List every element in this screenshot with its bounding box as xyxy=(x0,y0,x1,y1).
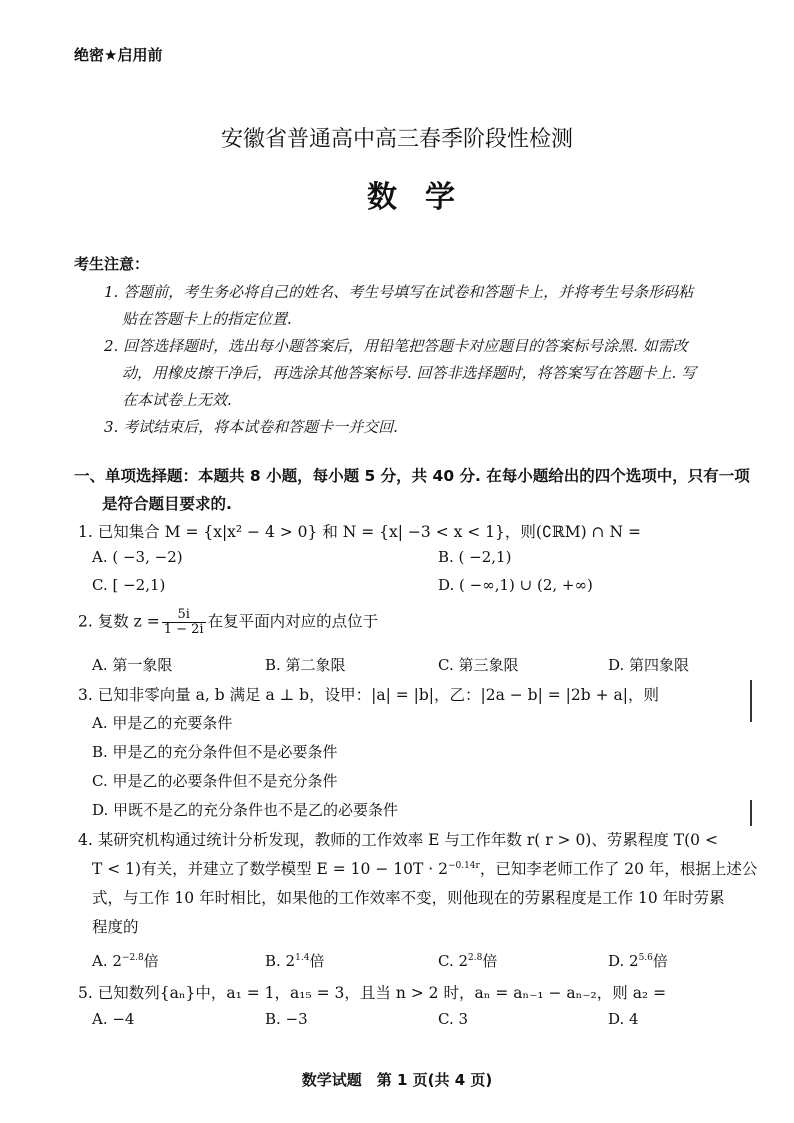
question-1-stem: 1. 已知集合 M = {x|x² − 4 > 0} 和 N = {x| −3 < x < 1}，则(∁ℝM) ∩ N = xyxy=(78,523,641,541)
scan-margin-mark-2 xyxy=(750,800,752,826)
question-3-option-a: A. 甲是乙的充要条件 xyxy=(92,714,233,732)
question-5-option-b: B. −3 xyxy=(265,1010,308,1028)
question-2-prefix: 2. 复数 z = xyxy=(78,612,160,631)
scan-margin-mark-1 xyxy=(750,680,752,722)
question-4-line-3: 式，与工作 10 年时相比，如果他的工作效率不变，则他现在的劳累程度是工作 10 年时劳累 xyxy=(92,889,725,907)
option-b-unit: 倍 xyxy=(309,952,325,970)
question-4-exponent: −0.14r xyxy=(447,860,480,871)
option-c-exponent: 2.8 xyxy=(468,953,483,963)
subject-title: 数学 xyxy=(367,180,483,215)
notice-heading: 考生注意： xyxy=(74,255,150,273)
question-1-option-a: A. ( −3, −2) xyxy=(92,548,183,566)
option-d-unit: 倍 xyxy=(652,952,668,970)
question-3-option-b: B. 甲是乙的充分条件但不是必要条件 xyxy=(92,743,338,761)
question-4-option-a xyxy=(92,950,159,971)
question-4-line-2-tail: ，已知李老师工作了 20 年，根据上述公 xyxy=(479,860,758,878)
question-4-formula: T < 1)有关，并建立了数学模型 E = 10 − 10T · 2 xyxy=(92,860,448,878)
question-3-option-c: C. 甲是乙的必要条件但不是充分条件 xyxy=(92,772,338,790)
question-2-option-a: A. 第一象限 xyxy=(92,656,173,674)
option-a-base: A. 2 xyxy=(92,952,122,970)
option-a-unit: 倍 xyxy=(143,952,159,970)
option-c-unit: 倍 xyxy=(482,952,498,970)
section1-heading-line-2: 是符合题目要求的. xyxy=(102,495,232,513)
section1-heading-line-1: 一、单项选择题：本题共 8 小题，每小题 5 分，共 40 分. 在每小题给出的四个选项中，只有一项 xyxy=(74,467,750,485)
notice-item-2-line-3: 在本试卷上无效. xyxy=(122,391,232,409)
question-4-option-d xyxy=(608,950,668,971)
notice-item-2-line-1: 2. 回答选择题时，选出每小题答案后，用铅笔把答题卡对应题目的答案标号涂黑. 如需改 xyxy=(104,337,688,355)
question-5-option-c: C. 3 xyxy=(438,1010,469,1028)
question-4-line-2 xyxy=(92,857,757,879)
question-2-option-b: B. 第二象限 xyxy=(265,656,346,674)
page-footer: 数学试题 第 1 页(共 4 页) xyxy=(301,1071,493,1089)
question-1-option-b: B. ( −2,1) xyxy=(438,548,512,566)
question-2-option-d: D. 第四象限 xyxy=(608,656,690,674)
question-1-option-d: D. ( −∞,1) ∪ (2, +∞) xyxy=(438,576,593,594)
question-5-option-d: D. 4 xyxy=(608,1010,639,1028)
option-d-base: D. 2 xyxy=(608,952,639,970)
exam-title: 安徽省普通高中高三春季阶段性检测 xyxy=(220,127,573,152)
notice-item-1-line-1: 1. 答题前，考生务必将自己的姓名、考生号填写在试卷和答题卡上，并将考生号条形码粘 xyxy=(104,283,694,301)
notice-item-2-line-2: 动，用橡皮擦干净后，再选涂其他答案标号. 回答非选择题时，将答案写在答题卡上. 写 xyxy=(122,364,697,382)
question-3-stem: 3. 已知非零向量 a, b 满足 a ⊥ b，设甲：|a| = |b|，乙：|2a − b| = |2b + a|，则 xyxy=(78,686,659,704)
question-3-option-d: D. 甲既不是乙的充分条件也不是乙的必要条件 xyxy=(92,801,399,819)
question-2-fraction xyxy=(162,608,206,637)
question-4-option-b xyxy=(265,950,324,971)
option-c-base: C. 2 xyxy=(438,952,469,970)
confidential-label: 绝密★启用前 xyxy=(74,46,163,64)
option-b-base: B. 2 xyxy=(265,952,296,970)
question-4-line-1: 4. 某研究机构通过统计分析发现，教师的工作效率 E 与工作年数 r( r > 0)、劳累程度 T(0 < xyxy=(78,831,718,849)
question-5-option-a: A. −4 xyxy=(92,1010,135,1028)
question-2-denominator: 1 − 2i xyxy=(163,622,204,637)
question-4-line-4: 程度的 xyxy=(92,918,139,936)
question-2-suffix: 在复平面内对应的点位于 xyxy=(207,612,379,631)
question-2-option-c: C. 第三象限 xyxy=(438,656,519,674)
question-2-stem xyxy=(78,608,378,637)
question-1-option-c: C. [ −2,1) xyxy=(92,576,166,594)
question-5-stem: 5. 已知数列{aₙ}中，a₁ = 1，a₁₅ = 3，且当 n > 2 时，aₙ = aₙ₋₁ − aₙ₋₂，则 a₂ = xyxy=(78,984,667,1002)
question-4-option-c xyxy=(438,950,497,971)
question-2-numerator: 5i xyxy=(162,608,206,623)
notice-item-1-line-2: 贴在答题卡上的指定位置. xyxy=(122,310,292,328)
notice-item-3-line-1: 3. 考试结束后，将本试卷和答题卡一并交回. xyxy=(104,418,398,436)
option-a-exponent: −2.8 xyxy=(121,953,144,963)
option-b-exponent: 1.4 xyxy=(295,953,310,963)
option-d-exponent: 5.6 xyxy=(638,953,653,963)
